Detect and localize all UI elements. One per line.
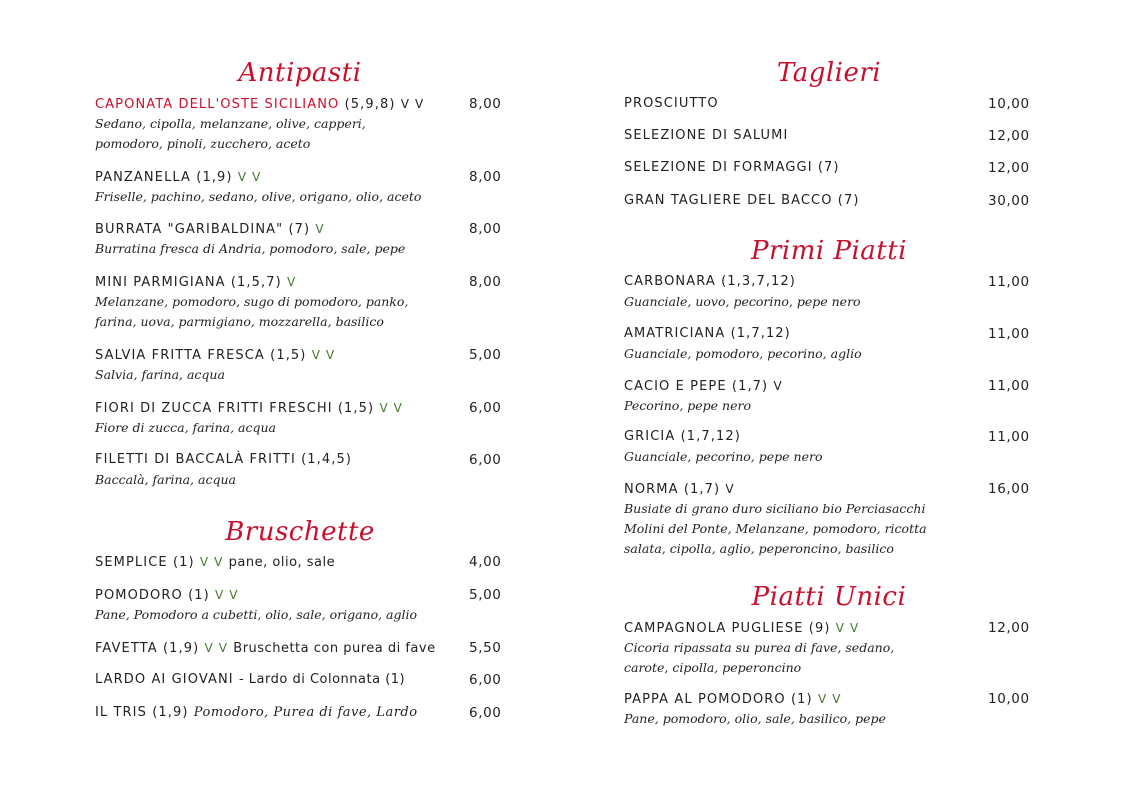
veg-icon: V V [379,401,403,415]
menu-item-campagnola [624,618,1034,678]
menu-item-amatriciana [624,324,1034,364]
item-price: 6,00 [469,705,502,721]
section-title-piatti-unici: Piatti Unici [751,582,907,612]
item-description: Molini del Ponte, Melanzane, pomodoro, ricotta [624,521,927,536]
item-description: carote, cipolla, peperoncino [624,660,802,675]
allergen-codes: (1) [188,588,210,603]
allergen-codes: (1,4,5) [301,452,353,467]
item-description: Baccalà, farina, acqua [95,472,236,487]
allergen-codes: (1,9) [152,705,189,720]
allergen-codes: (1,5) [337,401,375,416]
menu-item-favetta [95,638,505,658]
item-name: PROSCIUTTO [624,96,719,111]
allergen-codes: (1,5,7) [230,275,282,290]
veg-icon: V [773,379,783,393]
item-name: PAPPA AL POMODORO [624,692,786,707]
item-price: 6,00 [469,452,502,468]
item-name: BURRATA "GARIBALDINA" [95,222,284,237]
item-price: 12,00 [988,160,1030,176]
allergen-codes: (1,7,12) [730,326,791,341]
allergen-codes: (7) [817,160,840,175]
allergen-codes: (1,9) [196,170,233,185]
menu-item-norma [624,479,1034,559]
item-description: Cicoria ripassata su purea di fave, sedano, [624,640,895,655]
veg-icon: V V [835,621,860,635]
item-price: 5,50 [469,640,502,656]
item-price: 6,00 [469,400,502,416]
item-name: AMATRICIANA [624,326,726,341]
allergen-codes: (7) [837,193,860,208]
item-name: SALVIA FRITTA FRESCA [95,348,265,363]
allergen-codes: (1,5) [270,348,307,363]
allergen-codes: (1,3,7,12) [721,274,796,289]
item-price: 8,00 [469,96,502,112]
menu-item-fiori-di-zucca [95,398,505,438]
menu-item-pappa-al-pomodoro [624,689,1034,729]
item-inline-description: - Lardo di Colonnata (1) [238,672,406,687]
item-description: Guanciale, pecorino, pepe nero [624,449,823,464]
item-name: POMODORO [95,588,183,603]
item-name: CARBONARA [624,274,716,289]
item-description: Busiate di grano duro siciliano bio Perciasacchi [624,501,926,516]
menu-item-filetti-baccala [95,450,505,490]
veg-icon: V [315,222,325,236]
allergen-codes: (1,7) [731,379,769,394]
menu-item-prosciutto [624,94,1034,114]
item-description: Melanzane, pomodoro, sugo di pomodoro, panko, [95,294,409,309]
menu-item-selezione-formaggi [624,158,1034,178]
item-name: NORMA [624,482,679,497]
menu-item-pomodoro [95,585,505,625]
item-description: Pane, pomodoro, olio, sale, basilico, pepe [624,711,886,726]
item-description: Pane, Pomodoro a cubetti, olio, sale, origano, aglio [95,607,418,622]
item-name: GRICIA [624,429,676,444]
allergen-codes: (1) [791,692,813,707]
item-description: pomodoro, pinoli, zucchero, aceto [95,136,311,151]
item-description: Guanciale, uovo, pecorino, pepe nero [624,294,861,309]
item-price: 10,00 [988,691,1030,707]
menu-item-caponata [95,94,505,154]
item-description: Guanciale, pomodoro, pecorino, aglio [624,346,862,361]
item-name: LARDO AI GIOVANI [95,672,234,687]
allergen-codes: (9) [808,621,831,636]
allergen-codes: (5,9,8) [344,97,396,112]
veg-icon: V V [817,692,842,706]
veg-icon: V V [311,348,336,362]
item-name: SEMPLICE [95,555,168,570]
veg-icon: V V [199,555,224,569]
section-title-bruschette: Bruschette [225,517,375,547]
item-description: Fiore di zucca, farina, acqua [95,420,277,435]
item-price: 11,00 [988,378,1030,394]
menu-item-cacio-e-pepe [624,376,1034,416]
item-price: 12,00 [988,128,1030,144]
menu-item-burrata [95,219,505,259]
menu-item-mini-parmigiana [95,272,505,332]
item-price: 8,00 [469,169,502,185]
item-name: CAPONATA DELL'OSTE SICILIANO [95,97,340,112]
section-title-taglieri: Taglieri [776,58,882,88]
allergen-codes: (1,7) [683,482,721,497]
veg-icon: V V [237,170,262,184]
item-price: 6,00 [469,672,502,688]
allergen-codes: (1) [172,555,195,570]
item-price: 11,00 [988,326,1030,342]
veg-icon: V V [215,588,239,602]
section-title-primi-piatti: Primi Piatti [751,236,907,266]
item-description: Salvia, farina, acqua [95,367,225,382]
item-name: IL TRIS [95,705,147,720]
veg-icon: V V [400,97,425,111]
menu-item-panzanella [95,167,505,207]
item-description: salata, cipolla, aglio, peperoncino, basilico [624,541,894,556]
item-description: Friselle, pachino, sedano, olive, origano, olio, aceto [95,189,422,204]
item-description: Sedano, cipolla, melanzane, olive, capperi, [95,116,366,131]
item-name: PANZANELLA [95,170,192,185]
item-price: 5,00 [469,587,502,603]
item-description: Burratina fresca di Andria, pomodoro, sale, pepe [95,241,406,256]
item-name: SELEZIONE DI FORMAGGI [624,160,813,175]
item-name: CACIO E PEPE [624,379,727,394]
item-inline-description: Pomodoro, Purea di fave, Lardo [193,705,418,720]
allergen-codes: (7) [288,222,311,237]
item-inline-description: pane, olio, sale [228,555,336,570]
item-price: 11,00 [988,429,1030,445]
item-description: farina, uova, parmigiano, mozzarella, basilico [95,314,384,329]
menu-item-gricia [624,427,1034,467]
item-name: FILETTI DI BACCALÀ FRITTI [95,452,296,467]
section-title-antipasti: Antipasti [238,58,362,88]
veg-icon: V [287,275,297,289]
item-description: Pecorino, pepe nero [624,398,751,413]
menu-item-salvia [95,345,505,385]
item-name: FAVETTA [95,641,158,656]
item-price: 8,00 [469,221,502,237]
menu-item-gran-tagliere [624,191,1034,211]
menu-item-carbonara [624,272,1034,312]
allergen-codes: (1,7,12) [680,429,741,444]
item-price: 16,00 [988,481,1030,497]
item-name: FIORI DI ZUCCA FRITTI FRESCHI [95,401,333,416]
item-price: 10,00 [988,96,1030,112]
veg-icon: V V [204,641,229,655]
menu-item-selezione-salumi [624,126,1034,146]
item-price: 11,00 [988,274,1030,290]
menu-item-il-tris [95,703,505,723]
item-name: SELEZIONE DI SALUMI [624,128,789,143]
veg-icon: V [725,482,735,496]
menu-item-lardo [95,670,505,690]
item-price: 4,00 [469,554,502,570]
item-price: 12,00 [988,620,1030,636]
item-price: 30,00 [988,193,1030,209]
menu-item-semplice [95,552,505,572]
allergen-codes: (1,9) [162,641,200,656]
item-name: GRAN TAGLIERE DEL BACCO [624,193,833,208]
item-inline-description: Bruschetta con purea di fave [233,641,436,656]
item-name: CAMPAGNOLA PUGLIESE [624,621,804,636]
item-price: 8,00 [469,274,502,290]
item-price: 5,00 [469,347,502,363]
item-name: MINI PARMIGIANA [95,275,226,290]
